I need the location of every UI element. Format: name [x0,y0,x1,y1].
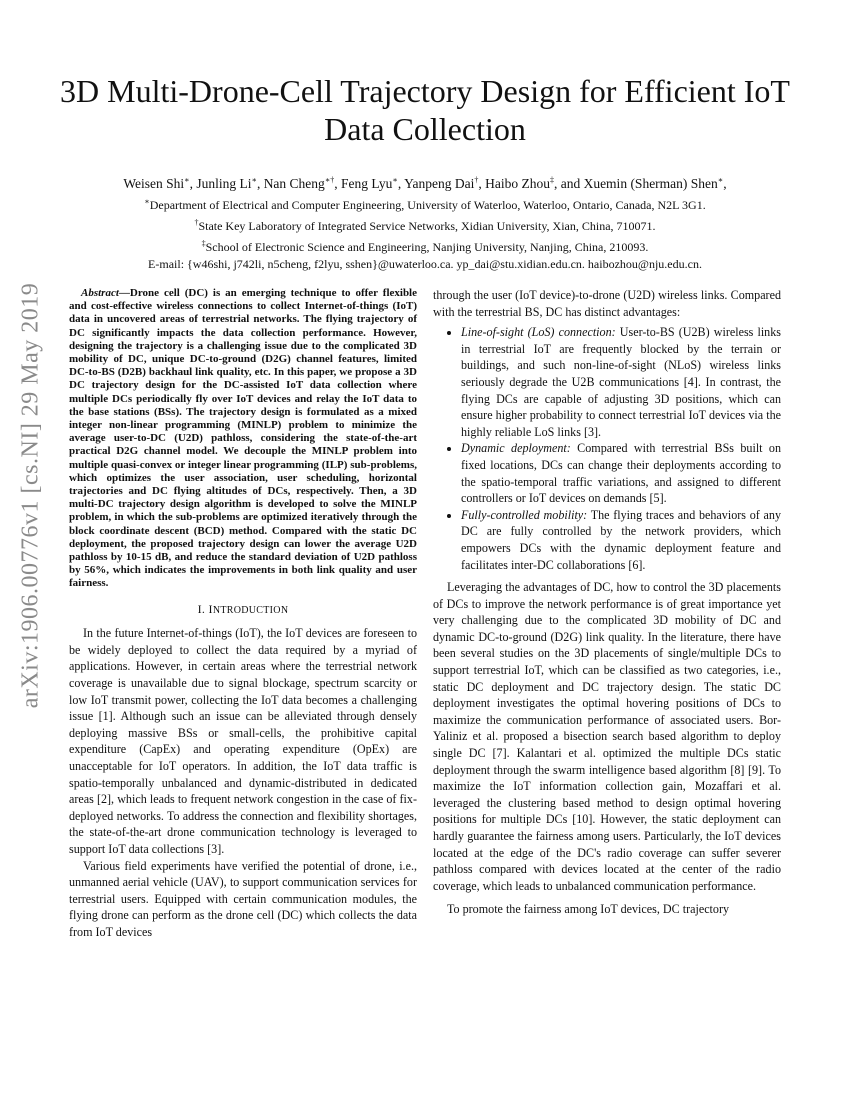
left-column [69,287,417,941]
section-heading-introduction: I. INTRODUCTION [197,601,289,616]
list-item: • Dynamic deployment: Compared with terrestrial BSs built on fixed locations, DCs can change their deployments according to the spatio-temporal traffic variations, and assigned to different controllers or IoT devices on demands [5]. [461,440,781,506]
abstract [69,287,417,591]
author: Weisen Shi∗, [123,175,197,191]
list-item: • Fully-controlled mobility: The flying traces and behaviors of any DC are fully controlled by the network providers, which empowers DCs with the dynamic deployment feature and facilitates inter-DC collaborations [6]. [461,507,781,573]
arxiv-stamp [6,282,56,708]
advantages-list [433,324,781,573]
author: Feng Lyu∗, [341,175,405,191]
author: Haibo Zhou‡, [485,175,561,191]
abstract-text: —Drone cell (DC) is an emerging technique to offer flexible and cost-effective wireless connections to collect Internet-of-things (IoT) data in uncovered areas of terrestrial networks. The flying trajectory of DC significantly impacts the data collection performance. However, designing the trajectory is a challenging issue due to the complicated 3D mobility of DC, unique DC-to-ground (D2G) channel features, limited DC-to-BS (D2B) backhaul link quality, etc. In this paper, we propose a 3D DC trajectory design for the DC-assisted IoT data collection where multiple DCs periodically fly over IoT devices and relay the IoT data to the base stations (BSs). The trajectory design is formulated as a mixed integer non-linear programming (MINLP) problem to minimize the average user-to-DC (U2D) pathloss, considering the state-of-the-art practical D2G channel model. We decouple the MINLP problem into multiple quasi-convex or integer linear programming (ILP) sub-problems, which optimizes the user association, user scheduling, horizontal trajectories and DC flying altitudes of DCs, respectively. Then, a 3D multi-DC trajectory design algorithm is developed to solve the MINLP problem, in which the sub-problems are optimized iteratively through the block coordinate descent (BCD) method. Compared with the static DC deployment, the proposed trajectory design can lower the average U2D pathloss by 10-15 dB, and reduce the standard deviation of U2D pathloss by 56%, which indicates the improvements in both link quality and user fairness. [69,287,417,590]
intro-paragraph-1: In the future Internet-of-things (IoT), the IoT devices are foreseen to be widely deployed to collect the data required by a myriad of applications. However, in certain areas where the terrestrial network coverage is unavailable due to signal blockage, spectrum scarcity or low IoT transmit power, collecting the IoT data becomes a challenging issue [1]. Although such an issue can be alleviated through densely deploying massive BSs or small-cells, the prohibitive capital expenditure (CapEx) and operating expenditure (OpEx) are unacceptable for IoT operators. In addition, the IoT data traffic is spatio-temporally unbalanced and dynamic-distributed in dedicated areas [2], which leads to frequent network congestion in the case of fix-deployed networks. To address the connection and flexibility shortages, the state-of-the-art drone communication technology is leveraged to support IoT data collections [3]. [69,626,417,856]
abstract-label: Abstract [81,287,119,299]
paper-header [40,72,810,273]
affiliation: ‡School of Electronic Science and Engineering, Nanjing University, Nanjing, China, 210093. [201,238,649,254]
related-work-paragraph: Leveraging the advantages of DC, how to control the 3D placements of DCs to improve the network performance is of great importance yet very challenging due to the complicated 3D mobility of DC and dynamic DC-to-ground (D2G) link quality. In the literature, there have been several studies on the 3D placements of single/multiple DCs to support terrestrial IoT, which can be classified as two categories, i.e., static DC deployment and DC trajectory design. The static DC deployment investigates the optimal hovering positions of DCs to maximize the communication performance of associated users. Bor-Yaliniz et al. proposed a bisection search based algorithm to deploy single DC [7]. Kalantari et al. optimized the multiple DCs static deployment through the swarm intelligence based algorithm [8] [9]. To maximize the IoT information collection gain, Mozaffari et al. leveraged the clustering based method to design optimal hovering positions for multiple DCs [10]. However, the static deployment can hardly guarantee the fairness among users. Particularly, the IoT devices located at the edge of the DC's radio coverage can suffer severer pathloss compared with devices located at the center of the radio coverage, which leads to unbalanced communication performance. [433,580,781,893]
author-list [40,171,810,193]
right-column [433,287,781,918]
affiliation: †State Key Laboratory of Integrated Service Networks, Xidian University, Xian, China, 710071. [194,217,656,233]
email-line: E-mail: {w46shi, j742li, n5cheng, f2lyu, sshen}@uwaterloo.ca. yp_dai@stu.xidian.edu.cn. haibozhou@nju.edu.cn. [148,256,702,271]
list-item: • Line-of-sight (LoS) connection: User-to-BS (U2B) wireless links in terrestrial IoT are frequently blocked by the terrain or buildings, and such non-line-of-sight (NLoS) wireless links seriously degrade the U2B communications [4]. In contrast, the flying DCs are capable of adjusting 3D positions, which can ensure higher probability to connect terrestrial IoT devices via the highly reliable LoS links [3]. [461,324,781,440]
paper-title: 3D Multi-Drone-Cell Trajectory Design for Efficient IoT Data Collection [60,73,790,147]
author: Nan Cheng∗†, [263,175,341,191]
advantages-intro: through the user (IoT device)-to-drone (U2D) wireless links. Compared with the terrestrial BS, DC has distinct advantages: [433,288,781,319]
trajectory-paragraph-start: To promote the fairness among IoT devices, DC trajectory [447,902,730,917]
affiliation: ∗Department of Electrical and Computer Engineering, University of Waterloo, Waterloo, Ontario, Canada, N2L 3G1. [144,196,706,212]
author: Yanpeng Dai†, [404,175,486,191]
arxiv-stamp-text: arXiv:1906.00776v1 [cs.NI] 29 May 2019 [17,282,44,708]
author: and Xuemin (Sherman) Shen∗, [560,175,727,191]
author: Junling Li∗, [196,175,264,191]
intro-paragraph-2: Various field experiments have verified the potential of drone, i.e., unmanned aerial vehicle (UAV), to support communication services for terrestrial users. Equipped with certain communication modules, the flying drone can perform as the drone cell (DC) which collects the data from IoT devices [69,858,417,939]
